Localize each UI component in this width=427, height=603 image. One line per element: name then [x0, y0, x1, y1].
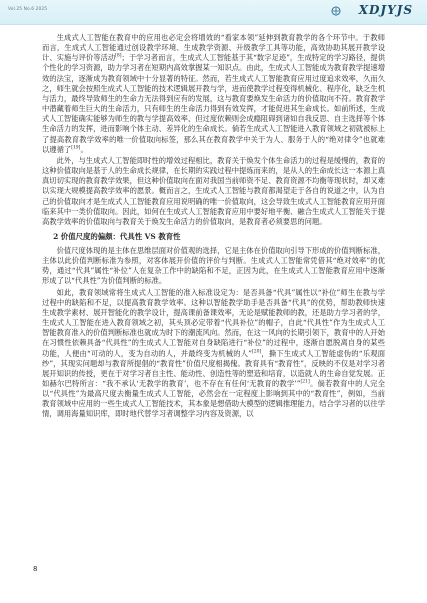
citation-19: [19] — [71, 145, 81, 151]
journal-logo: XDJYJS — [358, 3, 413, 17]
logo-mark-icon — [331, 6, 341, 16]
paragraph-3: 价值尺度体现的是主体在思维层面对价值观的选择，它是主体在价值取向引导下形成的价值判断标准，主体以此价值判断标准为参照，对客体展开价值的评价与判断。生成式人工智能常凭借其“绝对效率”的优势，通过“代具”属性“补位”人在复杂工作中的缺陷和不足，正因为此，在生成式人工智能教育应用中逐渐形成了以“代具性”为价值判断的标准。 — [42, 245, 385, 286]
journal-header-band — [0, 0, 427, 25]
article-body — [42, 33, 385, 420]
paragraph-4: 如此，教育领域常将生成式人工智能的准入标准设定为：是否具备“代具”属性以“补位”师生在教与学过程中的缺陷和不足，以提高教育教学效率。这种以智能教学助手是否具备“代具”的优势，帮助教师快速生成教学素材、展开智能化的教学设计，提高课前备课效率，无论是赋能教师的教，还是助力学习者的学，生成式人工智能在进入教育领域之初，其头顶必定带着“代具补位”的帽子，自此“代具性”作为生成式人工智能教育准入的价值判断标准也就成为时下的潮流风向。然而，在这一风向的长期引领下，教育中的人开始在习惯性依赖具备“代具性”的生成式人工智能对自身缺陷进行“补位”的过程中，逐渐自愿脱离自身的某些功能，人便由“可动的人，变为自动的人，并最终变为机械的人”[20]，撕下生成式人工智能虚伪的“乐观面纱”，其现实问题却与教育所提倡的“教育性”价值尺度相揭傀。教育具有“教育性”，反映的不仅是对学习者展开知识的传授，更在于对学习者自主性、能动性、创造性等的塑造和培育，以造就人的生命自觉发展。正如赫尔巴特所言：“我不承认‘无教学的教育’，也不存在有任何‘无教育的教学’”[21]。倘若教育中的人完全以“代具性”为最高尺度去衡量生成式人工智能，必然会在一定程度上影响到其中的“教育性”，例如，当前教育领域中应用的一些生成式人工智能技术，其本象是想借助大模型的逻辑推理能力，结合学习者的以往学情，调用海量知识库，即时地代替学习者调整学习内容及资源，以 — [42, 287, 385, 419]
citation-8: [8] — [115, 53, 122, 59]
citation-20: [20] — [251, 349, 262, 355]
section-heading: 2 价值尺度的偏颇：代具性 VS 教育性 — [53, 231, 181, 241]
page-number: 8 — [33, 565, 38, 573]
issue-label: Vol.25 No.6 2025 — [8, 7, 48, 12]
paragraph-2: 此外，与生成式人工智能即时性的增效过程相比，教育关于焕发个体生命活力的过程是缓慢的，教育的这种价值取向是基于人的生命成长规律，在长期的实践过程中提炼而来的，是从人的生命成长这一本源上真真切切实现的教育教学效果，但这种价值取向在面对我国当前师资不足、教育资源不均衡等现状时，却又难以实现大规模提高教学效率的愿景。概而言之，生成式人工智能与教育都渴望走于各自的说道之中，认为自己的价值取向才是生成式人工智能教育应用说明确的唯一价值取向，这会导致生成式人工智能教育应用开面临来其中一类价值取向。因此，如何在生成式人工智能教育应用中要好地平衡、融合生成式人工智能关于提高教学效率的价值取向与教育关于焕发生命活力的价值取向，是教育者必须要思的问题。 — [42, 155, 385, 226]
citation-21: [21] — [300, 379, 310, 385]
paragraph-1: 生成式人工智能在教育中的应用也必定会将增效的“看家本领”延伸到教育教学的各个环节中。于教师而言，生成式人工智能通过创设教学环境、生成教学资源、升级教学工具等功能，高效协助其展开教学设计、实施与评价等活动[8]；于学习者而言，生成式人工智能基于其“数字足迹”，生成特定的学习路径，提供个性化的学习资源，助力学习者在短期内高效掌握某一知识点。由此，生成式人工智能成为教育教学提速增效的法宝，逐渐成为教育领域中十分显著的特征。然而，若生成式人工智能教育应用过度追求效率，久而久之，师生就会按照生成式人工智能的技术逻辑展开教与学，进而使教学过程变得机械化、程序化，缺乏生机与活力，最终导致师生的生命力无法得到应有的发展，这与教育要焕发生命活力的价值取向不符。教育教学中潜藏着师生巨大的生命活力，只有师生的生命活力得到有效发挥，才能促进其生命成长。如前所述，生成式人工智能确实能够为师生的教与学提高效率，但过度依赖则会成瘾阻碍到诸如自我反思、自主选择等个体生命活力的发挥，进而影响个体主动、差异化的生命成长。倘若生成式人工智能进入教育领域之初就被标上了提高教育教学效率的唯一价值取向标签，那么其在教育教学中关于为人、服务于人的“绝对律令”也就难以遵循了[19]。 — [42, 33, 386, 154]
